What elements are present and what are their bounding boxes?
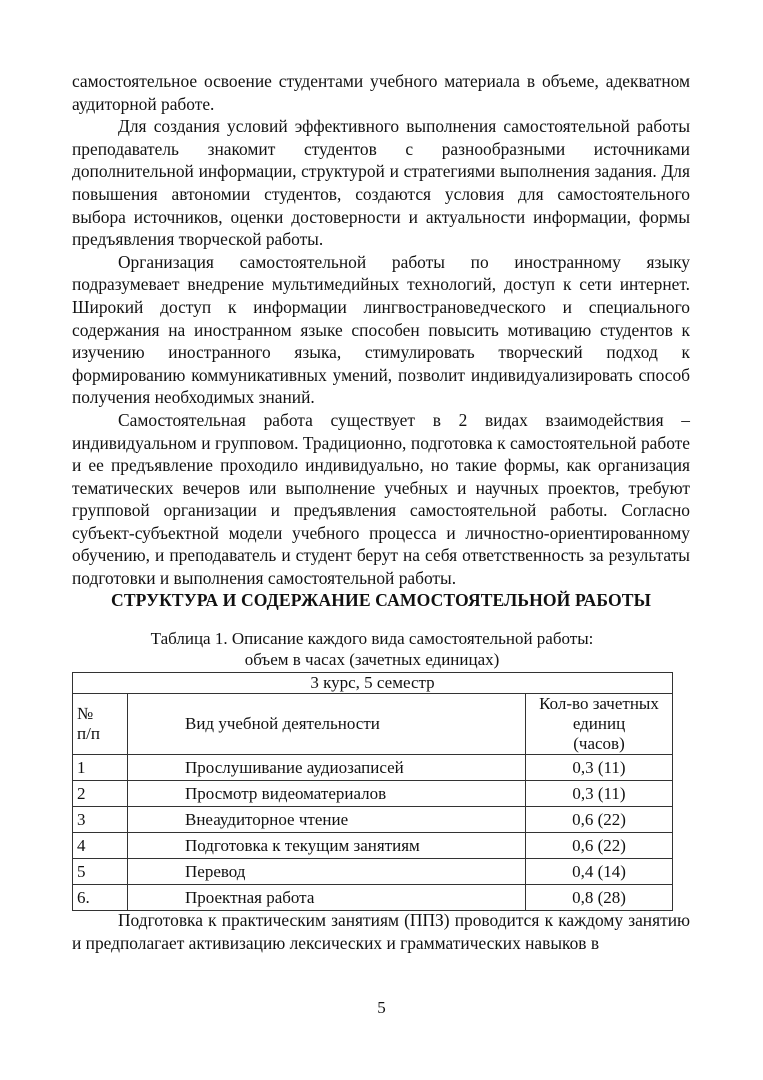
- semester-row: [73, 673, 673, 694]
- row-number: 6.: [73, 885, 128, 911]
- row-credits: 0,8 (28): [526, 885, 673, 911]
- row-number: 2: [73, 781, 128, 807]
- row-credits: 0,4 (14): [526, 859, 673, 885]
- paragraph-1: самостоятельное освоение студентами учебного материала в объеме, адекватном аудиторной работе.: [72, 71, 690, 114]
- header-number: [73, 694, 128, 755]
- activity-table: [72, 672, 673, 911]
- row-credits: 0,3 (11): [526, 781, 673, 807]
- paragraph-3: Организация самостоятельной работы по иностранному языку подразумевает внедрение мультимедийных технологий, доступ к сети интернет. Широкий доступ к информации лингвострановедческого и специального содержания на иностранном языке способен повысить мотивацию студентов к изучению иностранного языка, стимулировать творческий подход к формированию коммуникативных умений, позволит индивидуализировать способ получения необходимых знаний.: [72, 251, 690, 408]
- header-number-line-1: №: [77, 704, 94, 723]
- table-row: [73, 833, 673, 859]
- page-number: 5: [377, 998, 386, 1017]
- row-number: 1: [73, 755, 128, 781]
- row-activity: Перевод: [128, 859, 526, 885]
- row-activity: Внеаудиторное чтение: [128, 807, 526, 833]
- row-activity: Подготовка к текущим занятиям: [128, 833, 526, 859]
- row-activity: Прослушивание аудиозаписей: [128, 755, 526, 781]
- row-activity: Просмотр видеоматериалов: [128, 781, 526, 807]
- row-activity: Проектная работа: [128, 885, 526, 911]
- header-number-line-2: п/п: [77, 724, 100, 743]
- table-caption: [72, 628, 672, 670]
- table-row: [73, 807, 673, 833]
- row-number: 5: [73, 859, 128, 885]
- row-credits: 0,3 (11): [526, 755, 673, 781]
- table-row: [73, 755, 673, 781]
- header-activity: Вид учебной деятельности: [128, 694, 526, 755]
- row-number: 4: [73, 833, 128, 859]
- after-table-text: [72, 909, 690, 954]
- header-credits-line-2: (часов): [573, 734, 625, 753]
- body-text: [72, 70, 690, 590]
- paragraph-4: Самостоятельная работа существует в 2 видах взаимодействия – индивидуальном и групповом. Традиционно, подготовка к самостоятельной работе и ее предъявление проходило индивидуально, но такие формы, как организация тематических вечеров или выполнение учебных и научных проектов, требуют групповой организации и предъявления самостоятельной работы. Согласно субъект-субъектной модели учебного процесса и личностно-ориентированному обучению, и преподаватель и студент берут на себя ответственность за результаты подготовки и выполнения самостоятельной работы.: [72, 409, 690, 589]
- table-row: [73, 885, 673, 911]
- paragraph-2: Для создания условий эффективного выполнения самостоятельной работы преподаватель знакомит студентов с разнообразными источниками дополнительной информации, структурой и стратегиями выполнения задания. Для повышения автономии студентов, создаются условия для самостоятельного выбора источников, оценки достоверности и актуальности информации, формы предъявления творческой работы.: [72, 116, 690, 250]
- table-row: [73, 859, 673, 885]
- table-row: [73, 781, 673, 807]
- header-credits-line-1: Кол-во зачетных единиц: [539, 694, 659, 733]
- table-caption-line-1: Таблица 1. Описание каждого вида самостоятельной работы:: [150, 629, 594, 648]
- row-number: 3: [73, 807, 128, 833]
- row-credits: 0,6 (22): [526, 833, 673, 859]
- paragraph-5: Подготовка к практическим занятиям (ППЗ) проводится к каждому занятию и предполагает активизацию лексических и грамматических навыков в: [72, 910, 690, 953]
- section-heading: СТРУКТУРА И СОДЕРЖАНИЕ САМОСТОЯТЕЛЬНОЙ РАБОТЫ: [111, 590, 651, 610]
- header-credits: [526, 694, 673, 755]
- row-credits: 0,6 (22): [526, 807, 673, 833]
- header-row: [73, 694, 673, 755]
- semester-cell: 3 курс, 5 семестр: [73, 673, 673, 694]
- table-caption-line-2: объем в часах (зачетных единицах): [244, 650, 500, 669]
